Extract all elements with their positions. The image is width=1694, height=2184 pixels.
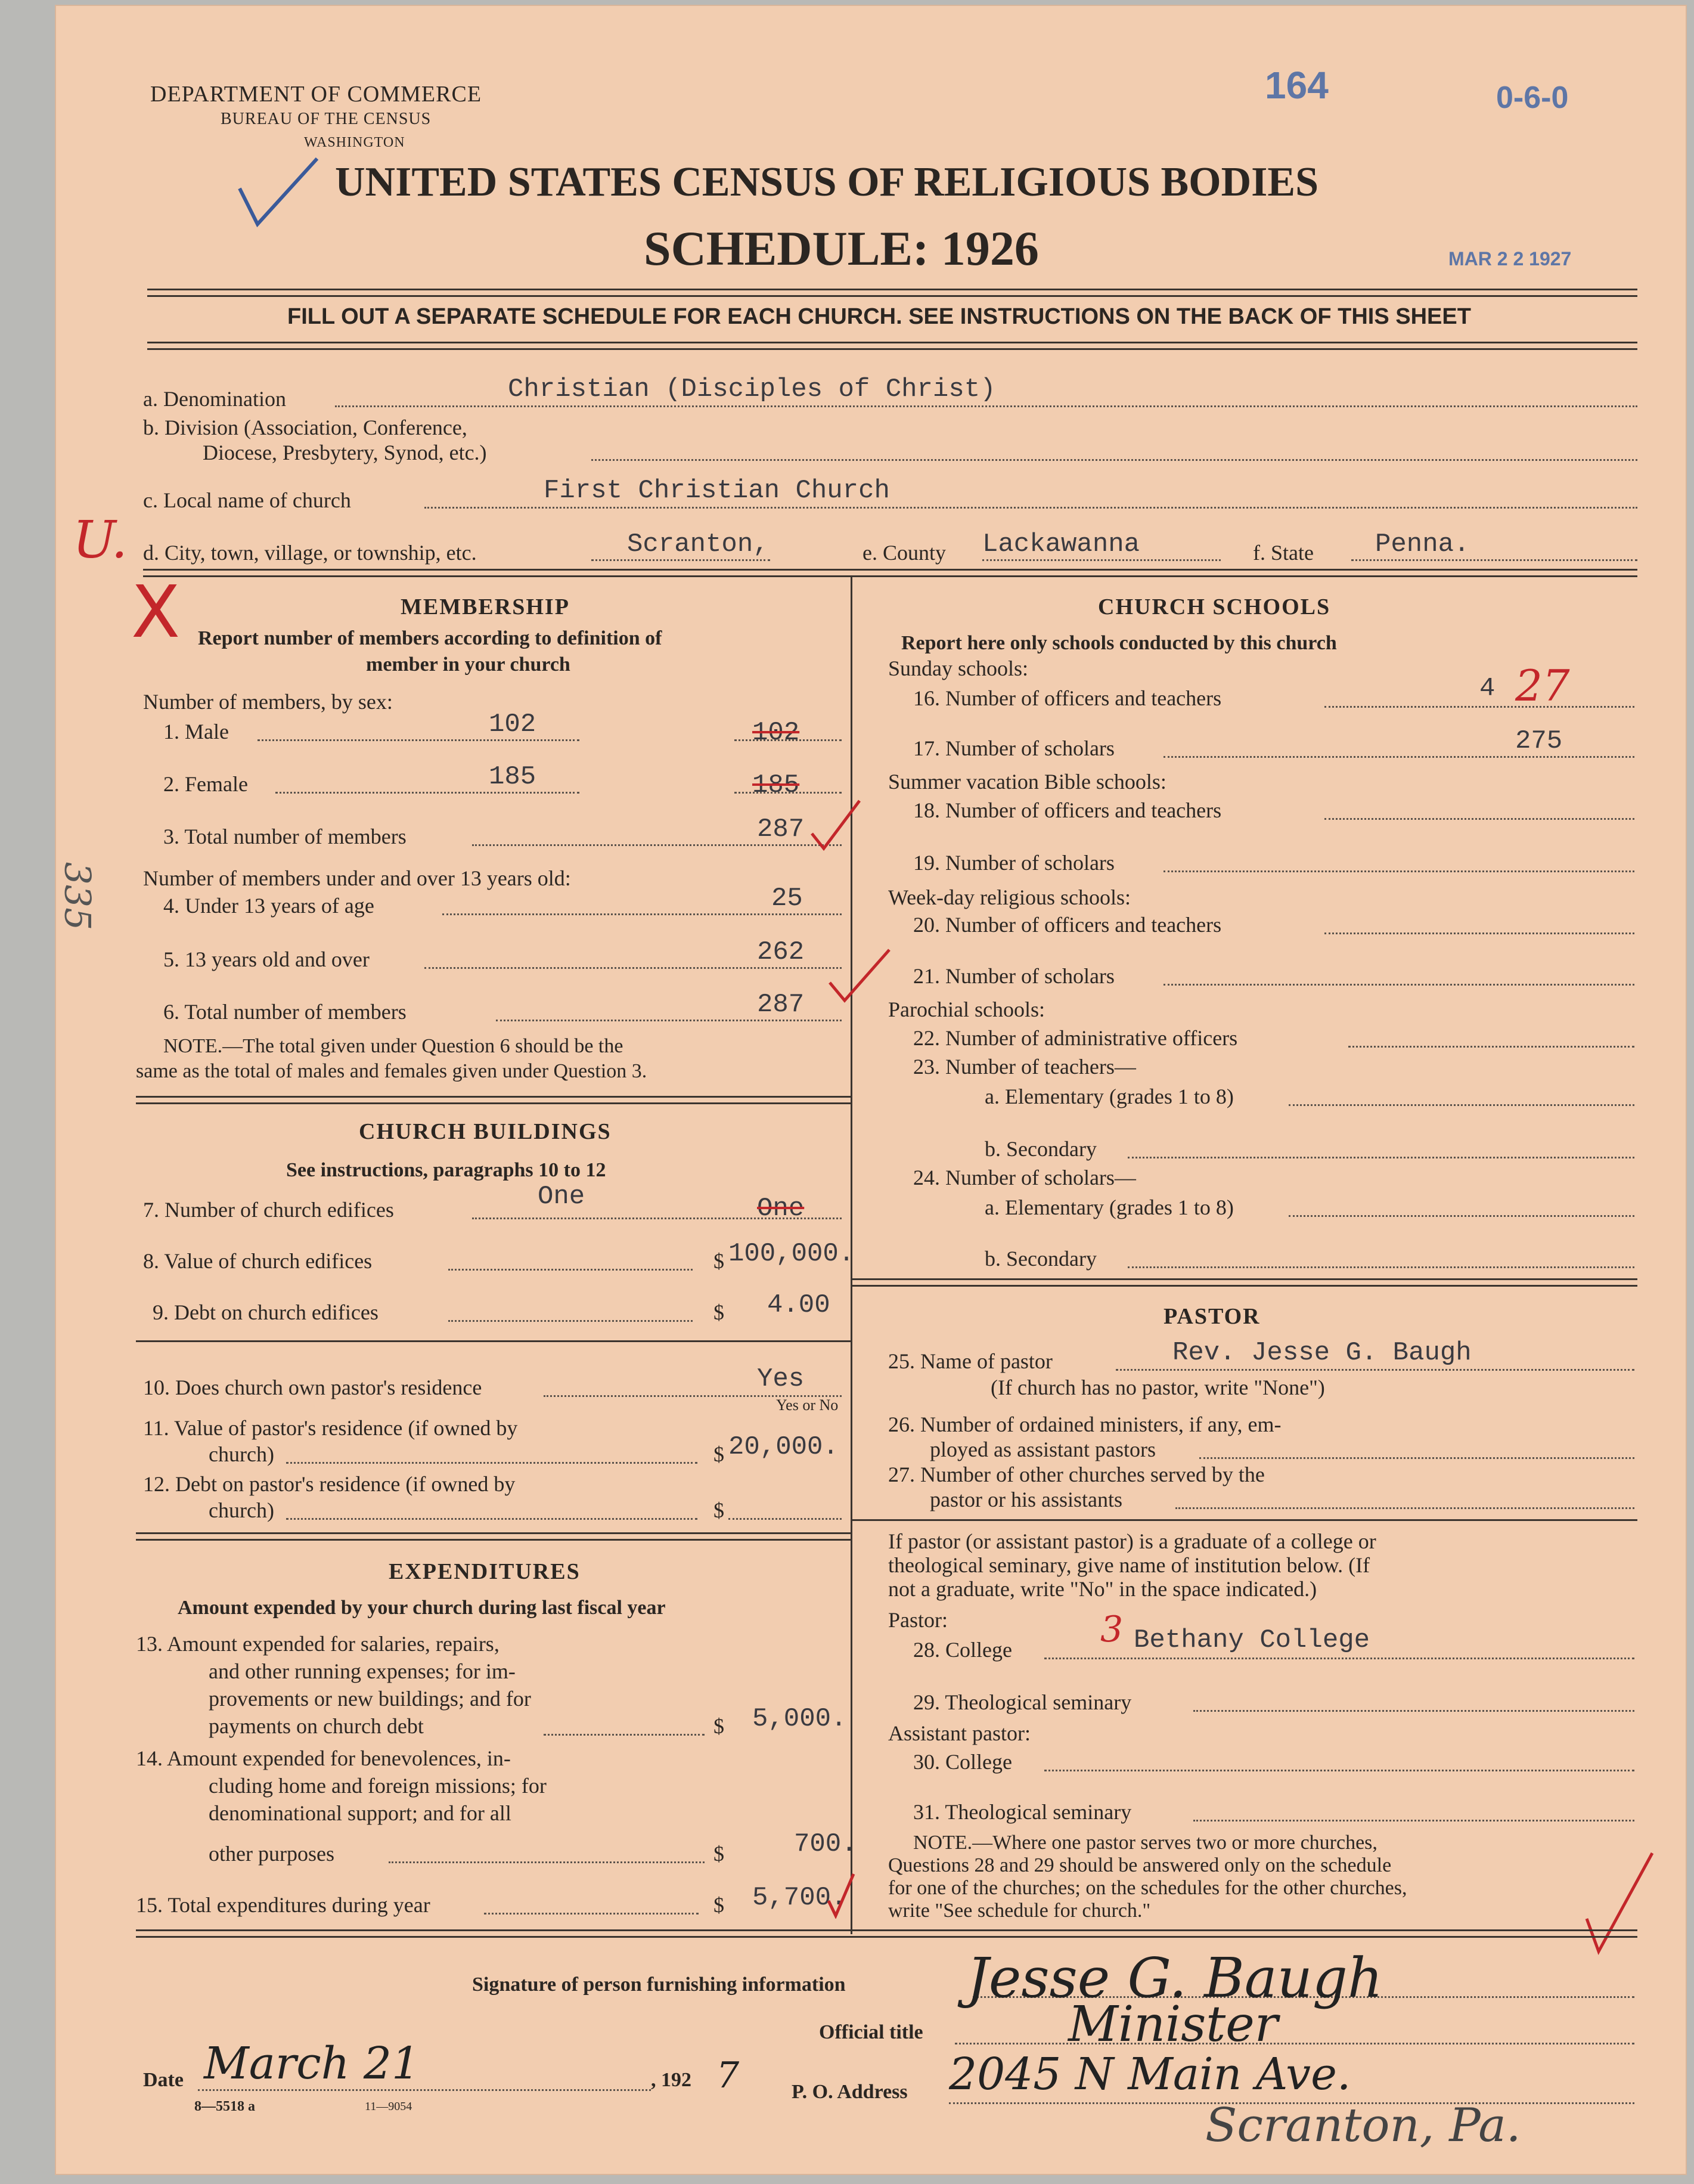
q7-value-struck: One — [757, 1194, 805, 1223]
red-u-mark: U. — [73, 510, 128, 570]
q11-label-2: church) — [209, 1442, 274, 1466]
date-received-stamp: MAR 2 2 1927 — [1448, 248, 1572, 269]
q17-label: 17. Number of scholars — [913, 736, 1115, 760]
expenditures-heading: EXPENDITURES — [389, 1559, 581, 1584]
po-address-city: Scranton, Pa. — [1205, 2099, 1521, 2152]
pencil-margin-number: 335 — [56, 862, 98, 931]
red-check-icon — [824, 1871, 860, 1919]
q14-line-4: other purposes — [209, 1842, 334, 1866]
county-label: e. County — [862, 541, 946, 565]
q16-label: 16. Number of officers and teachers — [913, 686, 1222, 710]
pastor-note-4: write "See schedule for church." — [888, 1900, 1151, 1922]
q15-currency: $ — [713, 1893, 724, 1917]
q13-line-1: 13. Amount expended for salaries, repairs, — [136, 1632, 499, 1656]
q15-value: 5,700. — [752, 1883, 847, 1913]
q21-label: 21. Number of scholars — [913, 964, 1115, 988]
pastor-sublabel: Pastor: — [888, 1608, 948, 1632]
red-check-icon — [824, 947, 895, 1006]
year-digit: 7 — [716, 2055, 740, 2096]
red-x-mark: X — [131, 571, 181, 654]
graduate-instruction-1: If pastor (or assistant pastor) is a graduate of a college or — [888, 1529, 1376, 1553]
pastor-note-1: NOTE.—Where one pastor serves two or more churches, — [913, 1832, 1377, 1854]
state-label: f. State — [1253, 541, 1314, 565]
q3-label: 3. Total number of members — [163, 825, 407, 848]
schools-heading: CHURCH SCHOOLS — [1098, 594, 1331, 619]
q1-label: 1. Male — [163, 720, 229, 744]
expenditures-subhead: Amount expended by your church during last fiscal year — [178, 1597, 666, 1619]
q14-line-2: cluding home and foreign missions; for — [209, 1774, 547, 1798]
membership-note-2: same as the total of males and females given under Question 3. — [136, 1060, 647, 1082]
q13-currency: $ — [713, 1714, 724, 1738]
members-by-sex-label: Number of members, by sex: — [143, 690, 393, 714]
buildings-subhead: See instructions, paragraphs 10 to 12 — [286, 1159, 606, 1181]
division-label-2: Diocese, Presbytery, Synod, etc.) — [203, 441, 487, 464]
form-number-2: 11—9054 — [365, 2100, 412, 2113]
city-town-value: Scranton, — [627, 529, 769, 559]
denomination-value: Christian (Disciples of Christ) — [508, 374, 996, 404]
q26-label-2: ployed as assistant pastors — [930, 1438, 1156, 1461]
q7-value: One — [538, 1182, 585, 1212]
q6-value: 287 — [757, 990, 805, 1020]
signature-label: Signature of person furnishing information — [472, 1974, 846, 1996]
red-check-icon — [1581, 1847, 1658, 1960]
q24-label: 24. Number of scholars— — [913, 1166, 1136, 1189]
official-title-label: Official title — [819, 2021, 923, 2043]
buildings-heading: CHURCH BUILDINGS — [359, 1119, 612, 1144]
membership-heading: MEMBERSHIP — [401, 594, 570, 619]
q27-label-2: pastor or his assistants — [930, 1488, 1122, 1511]
year-prefix: , 192 — [651, 2069, 691, 2091]
q25-hint: (If church has no pastor, write "None") — [991, 1376, 1325, 1399]
pastor-heading: PASTOR — [1164, 1304, 1261, 1329]
stamp-code: 0-6-0 — [1496, 80, 1569, 115]
q26-label-1: 26. Number of ordained ministers, if any, em- — [888, 1412, 1282, 1436]
pastor-note-3: for one of the churches; on the schedules for the other churches, — [888, 1877, 1407, 1899]
instructions-line: FILL OUT A SEPARATE SCHEDULE FOR EACH CHURCH. SEE INSTRUCTIONS ON THE BACK OF THIS SHEET — [287, 304, 1471, 329]
q12-label-1: 12. Debt on pastor's residence (if owned by — [143, 1472, 516, 1496]
q28-red-number: 3 — [1100, 1609, 1124, 1650]
q1-value: 102 — [489, 710, 536, 739]
graduate-instruction-3: not a graduate, write "No" in the space indicated.) — [888, 1577, 1317, 1601]
q25-value: Rev. Jesse G. Baugh — [1172, 1338, 1472, 1368]
bureau-label: BUREAU OF THE CENSUS — [221, 110, 432, 128]
q10-hint: Yes or No — [776, 1396, 839, 1414]
q14-value: 700. — [794, 1829, 857, 1859]
q9-value: 4.00 — [767, 1290, 830, 1320]
q2-value-struck: 185 — [752, 770, 800, 800]
q12-currency: $ — [713, 1498, 724, 1522]
q3-value: 287 — [757, 814, 805, 844]
q28-label: 28. College — [913, 1638, 1012, 1662]
census-form — [55, 5, 1687, 2175]
city-town-label: d. City, town, village, or township, etc. — [143, 541, 477, 565]
q23a-label: a. Elementary (grades 1 to 8) — [985, 1085, 1234, 1108]
q2-value: 185 — [489, 762, 536, 792]
q10-value: Yes — [757, 1364, 805, 1394]
q5-value: 262 — [757, 937, 805, 967]
q30-label: 30. College — [913, 1750, 1012, 1774]
weekday-schools-label: Week-day religious schools: — [888, 885, 1131, 909]
q23b-label: b. Secondary — [985, 1137, 1097, 1161]
q11-value: 20,000. — [728, 1432, 839, 1462]
q6-label: 6. Total number of members — [163, 1000, 407, 1024]
q24a-label: a. Elementary (grades 1 to 8) — [985, 1195, 1234, 1219]
q31-label: 31. Theological seminary — [913, 1800, 1132, 1824]
age-heading: Number of members under and over 13 years old: — [143, 866, 571, 890]
pastor-note-2: Questions 28 and 29 should be answered only on the schedule — [888, 1854, 1392, 1876]
q27-label-1: 27. Number of other churches served by the — [888, 1463, 1265, 1486]
stamp-number: 164 — [1265, 64, 1329, 107]
signature-value: Jesse G. Baugh — [967, 1946, 1383, 2010]
summer-schools-label: Summer vacation Bible schools: — [888, 770, 1166, 794]
q8-value: 100,000. — [728, 1239, 855, 1269]
q16-value: 4 — [1479, 674, 1496, 704]
q23-label: 23. Number of teachers— — [913, 1055, 1136, 1079]
q1-value-struck: 102 — [752, 718, 800, 748]
schools-subhead: Report here only schools conducted by this church — [901, 632, 1337, 654]
q29-label: 29. Theological seminary — [913, 1690, 1132, 1714]
q5-label: 5. 13 years old and over — [163, 947, 370, 971]
po-address-value: 2045 N Main Ave. — [949, 2049, 1351, 2100]
q7-label: 7. Number of church edifices — [143, 1198, 394, 1222]
schedule-title: SCHEDULE: 1926 — [644, 221, 1039, 275]
q11-currency: $ — [713, 1442, 724, 1466]
q13-line-2: and other running expenses; for im- — [209, 1659, 516, 1683]
date-value: March 21 — [204, 2038, 420, 2089]
date-label: Date — [143, 2069, 184, 2091]
assistant-pastor-sublabel: Assistant pastor: — [888, 1721, 1031, 1745]
q18-label: 18. Number of officers and teachers — [913, 798, 1222, 822]
q14-line-3: denominational support; and for all — [209, 1801, 511, 1825]
q19-label: 19. Number of scholars — [913, 851, 1115, 875]
q9-currency: $ — [713, 1300, 724, 1324]
q28-value: Bethany College — [1134, 1625, 1370, 1655]
q25-label: 25. Name of pastor — [888, 1349, 1053, 1373]
q11-label-1: 11. Value of pastor's residence (if owned by — [143, 1416, 518, 1440]
q4-label: 4. Under 13 years of age — [163, 894, 374, 918]
parochial-schools-label: Parochial schools: — [888, 997, 1045, 1021]
form-title: UNITED STATES CENSUS OF RELIGIOUS BODIES — [335, 159, 1319, 205]
q24b-label: b. Secondary — [985, 1247, 1097, 1271]
check-mark-icon — [228, 153, 323, 236]
red-check-icon — [806, 798, 865, 851]
sunday-schools-label: Sunday schools: — [888, 656, 1029, 680]
membership-subhead-1: Report number of members according to definition of — [198, 627, 662, 649]
q13-value: 5,000. — [752, 1704, 847, 1734]
department-label: DEPARTMENT OF COMMERCE — [150, 82, 482, 107]
division-label-1: b. Division (Association, Conference, — [143, 416, 467, 439]
q10-label: 10. Does church own pastor's residence — [143, 1376, 482, 1399]
q14-line-1: 14. Amount expended for benevolences, in- — [136, 1746, 511, 1770]
county-value: Lackawanna — [982, 529, 1140, 559]
local-name-label: c. Local name of church — [143, 488, 351, 512]
q17-value: 275 — [1515, 726, 1563, 756]
city-label: WASHINGTON — [304, 135, 405, 150]
graduate-instruction-2: theological seminary, give name of institution below. (If — [888, 1553, 1370, 1577]
q9-label: 9. Debt on church edifices — [153, 1300, 378, 1324]
official-title-value: Minister — [1068, 1996, 1278, 2053]
q4-value: 25 — [771, 884, 803, 913]
q15-label: 15. Total expenditures during year — [136, 1893, 430, 1917]
q2-label: 2. Female — [163, 772, 248, 796]
state-value: Penna. — [1375, 529, 1470, 559]
form-number: 8—5518 a — [194, 2099, 255, 2114]
po-address-label: P. O. Address — [792, 2081, 908, 2103]
q8-label: 8. Value of church edifices — [143, 1249, 373, 1273]
local-name-value: First Christian Church — [544, 476, 890, 506]
q8-currency: $ — [713, 1249, 724, 1273]
q14-currency: $ — [713, 1842, 724, 1866]
q13-line-4: payments on church debt — [209, 1714, 424, 1738]
membership-note-1: NOTE.—The total given under Question 6 should be the — [163, 1035, 623, 1057]
q16-red-correction: 27 — [1515, 661, 1570, 711]
membership-subhead-2: member in your church — [366, 653, 570, 676]
q12-label-2: church) — [209, 1498, 274, 1522]
q13-line-3: provements or new buildings; and for — [209, 1687, 531, 1711]
q22-label: 22. Number of administrative officers — [913, 1026, 1238, 1050]
q20-label: 20. Number of officers and teachers — [913, 913, 1222, 937]
denomination-label: a. Denomination — [143, 387, 286, 411]
